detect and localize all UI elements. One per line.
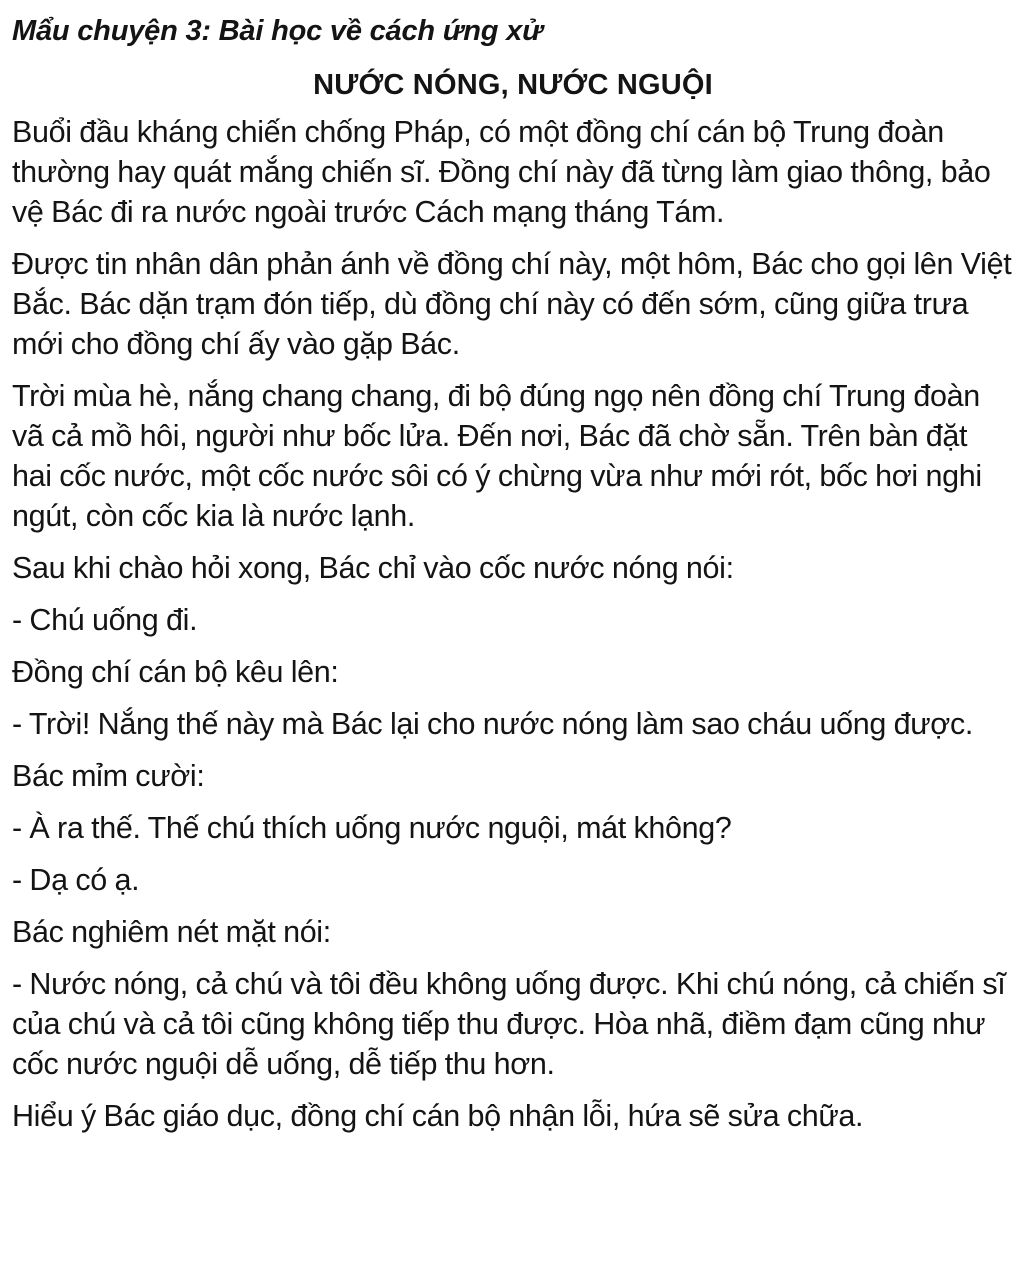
paragraph-6: Bác mỉm cười: <box>12 759 205 793</box>
paragraph-2: Được tin nhân dân phản ánh về đồng chí này, một hôm, Bác cho gọi lên Việt Bắc. Bác dặn trạm đón tiếp, dù đồng chí này có đến sớm, cũng giữa trưa mới cho đồng chí ấy vào gặp Bác. <box>12 247 1012 361</box>
story-title: NƯỚC NÓNG, NƯỚC NGUỘI <box>313 69 713 101</box>
paragraph-8: Hiểu ý Bác giáo dục, đồng chí cán bộ nhận lỗi, hứa sẽ sửa chữa. <box>12 1099 864 1133</box>
dialogue-line-3: - À ra thế. Thế chú thích uống nước nguội, mát không? <box>12 811 732 845</box>
paragraph-4: Sau khi chào hỏi xong, Bác chỉ vào cốc nước nóng nói: <box>12 551 734 585</box>
story-heading: Mẩu chuyện 3: Bài học về cách ứng xử <box>12 15 543 47</box>
dialogue-line-2: - Trời! Nắng thế này mà Bác lại cho nước nóng làm sao cháu uống được. <box>12 707 973 741</box>
dialogue-line-4: - Dạ có ạ. <box>12 863 140 897</box>
paragraph-1: Buổi đầu kháng chiến chống Pháp, có một đồng chí cán bộ Trung đoàn thường hay quát mắng chiến sĩ. Đồng chí này đã từng làm giao thông, bảo vệ Bác đi ra nước ngoài trước Cách mạng tháng Tám. <box>12 115 991 229</box>
dialogue-line-1: - Chú uống đi. <box>12 603 198 637</box>
paragraph-3: Trời mùa hè, nắng chang chang, đi bộ đúng ngọ nên đồng chí Trung đoàn vã cả mồ hôi, người như bốc lửa. Đến nơi, Bác đã chờ sẵn. Trên bàn đặt hai cốc nước, một cốc nước sôi có ý chừng vừa như mới rót, bốc hơi nghi ngút, còn cốc kia là nước lạnh. <box>12 379 982 533</box>
story-body <box>12 112 1014 1136</box>
paragraph-7: Bác nghiêm nét mặt nói: <box>12 915 331 949</box>
dialogue-line-5: - Nước nóng, cả chú và tôi đều không uống được. Khi chú nóng, cả chiến sĩ của chú và cả tôi cũng không tiếp thu được. Hòa nhã, điềm đạm cũng như cốc nước nguội dễ uống, dễ tiếp thu hơn. <box>12 967 1006 1081</box>
paragraph-5: Đồng chí cán bộ kêu lên: <box>12 655 339 689</box>
